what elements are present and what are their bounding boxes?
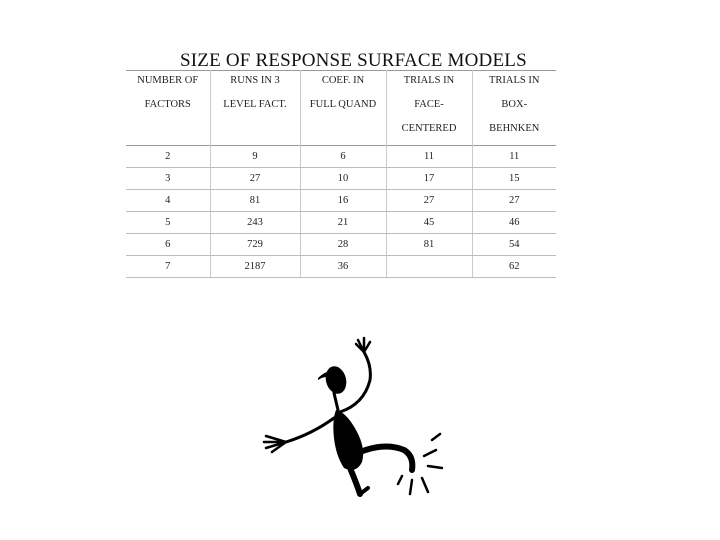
cell-factors: 2	[126, 146, 210, 168]
cell-face-centered: 45	[386, 212, 472, 234]
table-row	[126, 256, 556, 278]
table-row	[126, 146, 556, 168]
table-row	[126, 168, 556, 190]
cell-runs: 9	[210, 146, 300, 168]
table-row	[126, 190, 556, 212]
cell-factors: 4	[126, 190, 210, 212]
figure-right-hand	[356, 338, 370, 352]
cell-factors: 6	[126, 234, 210, 256]
cell-face-centered: 11	[386, 146, 472, 168]
rsm-size-table	[126, 70, 556, 278]
figure-left-leg	[350, 468, 360, 494]
figure-right-leg	[360, 446, 412, 470]
cell-box-behnken: 15	[472, 168, 556, 190]
cell-factors: 3	[126, 168, 210, 190]
header-coef-full-quand	[300, 71, 386, 146]
header-line: FACTORS	[144, 99, 191, 110]
impact-lines	[398, 434, 442, 494]
cell-coef: 28	[300, 234, 386, 256]
header-line: BOX-	[501, 99, 528, 110]
figure-left-hand	[264, 436, 286, 452]
cell-coef: 36	[300, 256, 386, 278]
table-header-row	[126, 71, 556, 146]
cell-runs: 27	[210, 168, 300, 190]
cell-box-behnken: 11	[472, 146, 556, 168]
header-line: FULL QUAND	[309, 99, 377, 110]
header-line: FACE-	[414, 99, 444, 110]
cell-box-behnken: 27	[472, 190, 556, 212]
figure-left-arm	[286, 418, 334, 442]
cell-face-centered: 27	[386, 190, 472, 212]
cell-runs: 243	[210, 212, 300, 234]
cell-box-behnken: 62	[472, 256, 556, 278]
cell-coef: 10	[300, 168, 386, 190]
header-trials-box-behnken	[472, 71, 556, 146]
cell-coef: 16	[300, 190, 386, 212]
cell-runs: 729	[210, 234, 300, 256]
cell-box-behnken: 46	[472, 212, 556, 234]
header-line: LEVEL FACT.	[223, 99, 287, 110]
header-line: COEF. IN	[321, 75, 365, 86]
figure-neck	[334, 393, 338, 410]
table-row	[126, 212, 556, 234]
cell-face-centered: 81	[386, 234, 472, 256]
cell-coef: 6	[300, 146, 386, 168]
figure-body	[333, 410, 363, 470]
header-line: NUMBER OF	[137, 75, 199, 86]
cell-factors: 5	[126, 212, 210, 234]
cell-factors: 7	[126, 256, 210, 278]
cell-box-behnken: 54	[472, 234, 556, 256]
cell-face-centered	[386, 256, 472, 278]
cell-runs: 81	[210, 190, 300, 212]
header-line: TRIALS IN	[489, 75, 540, 86]
cell-coef: 21	[300, 212, 386, 234]
header-line: RUNS IN 3	[230, 75, 280, 86]
table-row	[126, 234, 556, 256]
slide-title: SIZE OF RESPONSE SURFACE MODELS	[180, 50, 527, 71]
header-trials-face-centered	[386, 71, 472, 146]
figure-head	[323, 364, 350, 396]
header-line: BEHNKEN	[489, 123, 540, 134]
header-number-of-factors	[126, 71, 210, 146]
cell-runs: 2187	[210, 256, 300, 278]
header-runs-in-3-level	[210, 71, 300, 146]
cell-face-centered: 17	[386, 168, 472, 190]
header-line: CENTERED	[401, 123, 457, 134]
falling-stick-figure-illustration	[252, 330, 452, 510]
header-line: TRIALS IN	[403, 75, 455, 86]
